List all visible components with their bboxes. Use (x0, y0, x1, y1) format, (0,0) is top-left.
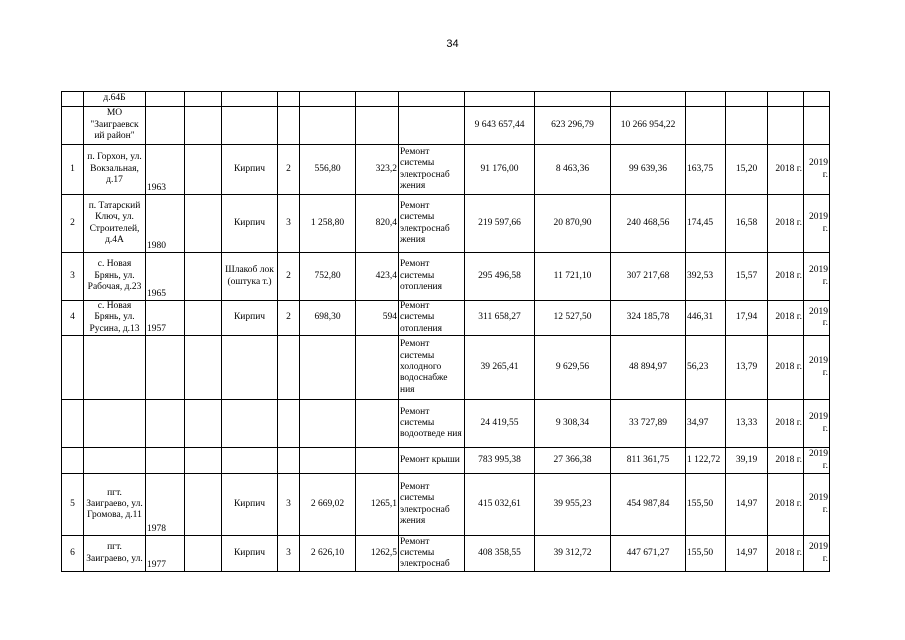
floors-cell (278, 92, 300, 107)
limit-cost-cell: 13,79 (726, 336, 768, 400)
address-cell: с. Новая Брянь, ул. Рабочая, д.23 (84, 253, 146, 301)
total-cost-cell: 811 361,75 (611, 448, 686, 474)
row-number-cell (62, 336, 84, 400)
table-row (62, 448, 830, 474)
cost-per-m2-cell: 155,50 (686, 536, 726, 572)
floors-cell: 3 (278, 536, 300, 572)
table-row (62, 336, 830, 400)
cost-fund-cell: 408 358,55 (465, 536, 535, 572)
end-year-cell: 2019 г. (804, 253, 830, 301)
table-row (62, 474, 830, 536)
table-row (62, 536, 830, 572)
build-year-cell (146, 107, 185, 145)
total-cost-cell: 454 987,84 (611, 474, 686, 536)
end-year-cell: 2019 г. (804, 145, 830, 195)
table-row (62, 145, 830, 195)
total-area-cell (300, 107, 356, 145)
empty-cell (185, 107, 222, 145)
build-year-cell: 1965 (146, 253, 185, 301)
wall-material-cell: Кирпич (222, 474, 278, 536)
address-cell: МО "Заиграевск ий район" (84, 107, 146, 145)
row-number-cell: 5 (62, 474, 84, 536)
cost-per-m2-cell: 174,45 (686, 195, 726, 253)
cost-fund-cell: 783 995,38 (465, 448, 535, 474)
row-number-cell (62, 448, 84, 474)
living-area-cell: 323,2 (356, 145, 399, 195)
address-cell: пгт. Заиграево, ул. (84, 536, 146, 572)
empty-cell (185, 336, 222, 400)
build-year-cell: 1977 (146, 536, 185, 572)
table-row (62, 253, 830, 301)
cost-per-m2-cell: 1 122,72 (686, 448, 726, 474)
cost-fund-cell: 219 597,66 (465, 195, 535, 253)
table-row (62, 107, 830, 145)
total-cost-cell: 240 468,56 (611, 195, 686, 253)
limit-cost-cell: 15,57 (726, 253, 768, 301)
row-number-cell: 4 (62, 301, 84, 336)
total-cost-cell: 33 727,89 (611, 400, 686, 448)
table-row (62, 301, 830, 336)
wall-material-cell: Кирпич (222, 195, 278, 253)
build-year-cell: 1980 (146, 195, 185, 253)
build-year-cell (146, 92, 185, 107)
empty-cell (185, 253, 222, 301)
end-year-cell: 2019 г. (804, 400, 830, 448)
cost-per-m2-cell: 446,31 (686, 301, 726, 336)
build-year-cell: 1963 (146, 145, 185, 195)
wall-material-cell: Кирпич (222, 301, 278, 336)
total-area-cell: 1 258,80 (300, 195, 356, 253)
row-number-cell: 1 (62, 145, 84, 195)
wall-material-cell: Кирпич (222, 145, 278, 195)
total-area-cell (300, 336, 356, 400)
work-type-cell (399, 92, 465, 107)
floors-cell: 2 (278, 145, 300, 195)
empty-cell (185, 301, 222, 336)
total-cost-cell (611, 92, 686, 107)
limit-cost-cell: 17,94 (726, 301, 768, 336)
row-number-cell: 6 (62, 536, 84, 572)
wall-material-cell (222, 448, 278, 474)
cost-per-m2-cell (686, 107, 726, 145)
limit-cost-cell: 14,97 (726, 474, 768, 536)
total-area-cell (300, 400, 356, 448)
address-cell (84, 336, 146, 400)
empty-cell (185, 92, 222, 107)
row-number-cell (62, 107, 84, 145)
total-area-cell: 556,80 (300, 145, 356, 195)
limit-cost-cell: 15,20 (726, 145, 768, 195)
cost-fund-cell: 295 496,58 (465, 253, 535, 301)
wall-material-cell: Шлакоб лок (оштука т.) (222, 253, 278, 301)
start-year-cell: 2018 г. (768, 195, 804, 253)
cost-per-m2-cell: 155,50 (686, 474, 726, 536)
work-type-cell: Ремонт системы электроснаб жения (399, 474, 465, 536)
cost-fund-cell: 311 658,27 (465, 301, 535, 336)
limit-cost-cell: 16,58 (726, 195, 768, 253)
cost-owners-cell: 623 296,79 (535, 107, 611, 145)
start-year-cell: 2018 г. (768, 536, 804, 572)
floors-cell: 2 (278, 253, 300, 301)
living-area-cell: 820,4 (356, 195, 399, 253)
address-cell: п. Татарский Ключ, ул. Строителей, д.4А (84, 195, 146, 253)
page-number: 34 (446, 38, 459, 50)
cost-owners-cell: 39 955,23 (535, 474, 611, 536)
floors-cell (278, 400, 300, 448)
work-type-cell: Ремонт системы водоотведе ния (399, 400, 465, 448)
living-area-cell: 1262,5 (356, 536, 399, 572)
cost-fund-cell: 9 643 657,44 (465, 107, 535, 145)
row-number-cell: 3 (62, 253, 84, 301)
cost-owners-cell: 8 463,36 (535, 145, 611, 195)
cost-per-m2-cell: 56,23 (686, 336, 726, 400)
total-area-cell: 2 626,10 (300, 536, 356, 572)
end-year-cell: 2019 г. (804, 448, 830, 474)
end-year-cell: 2019 г. (804, 195, 830, 253)
end-year-cell: 2019 г. (804, 301, 830, 336)
address-cell: п. Горхон, ул. Вокзальная, д.17 (84, 145, 146, 195)
living-area-cell: 594 (356, 301, 399, 336)
address-cell (84, 400, 146, 448)
work-type-cell: Ремонт системы электроснаб жения (399, 145, 465, 195)
table-row (62, 195, 830, 253)
cost-fund-cell: 91 176,00 (465, 145, 535, 195)
cost-fund-cell: 39 265,41 (465, 336, 535, 400)
work-type-cell: Ремонт системы электроснаб жения (399, 195, 465, 253)
cost-owners-cell (535, 92, 611, 107)
total-cost-cell: 324 185,78 (611, 301, 686, 336)
address-cell: д.64Б (84, 92, 146, 107)
build-year-cell (146, 400, 185, 448)
total-area-cell (300, 92, 356, 107)
build-year-cell: 1978 (146, 474, 185, 536)
total-cost-cell: 10 266 954,22 (611, 107, 686, 145)
wall-material-cell (222, 400, 278, 448)
total-area-cell (300, 448, 356, 474)
work-type-cell: Ремонт системы электроснаб (399, 536, 465, 572)
start-year-cell: 2018 г. (768, 400, 804, 448)
start-year-cell: 2018 г. (768, 448, 804, 474)
total-cost-cell: 99 639,36 (611, 145, 686, 195)
floors-cell: 3 (278, 195, 300, 253)
floors-cell (278, 448, 300, 474)
cost-per-m2-cell (686, 92, 726, 107)
limit-cost-cell: 14,97 (726, 536, 768, 572)
cost-owners-cell: 20 870,90 (535, 195, 611, 253)
wall-material-cell: Кирпич (222, 536, 278, 572)
living-area-cell (356, 448, 399, 474)
floors-cell (278, 107, 300, 145)
work-type-cell (399, 107, 465, 145)
empty-cell (185, 536, 222, 572)
build-year-cell (146, 336, 185, 400)
wall-material-cell (222, 336, 278, 400)
work-type-cell: Ремонт крыши (399, 448, 465, 474)
start-year-cell: 2018 г. (768, 474, 804, 536)
cost-owners-cell: 12 527,50 (535, 301, 611, 336)
living-area-cell (356, 336, 399, 400)
total-cost-cell: 307 217,68 (611, 253, 686, 301)
cost-fund-cell: 415 032,61 (465, 474, 535, 536)
total-area-cell: 698,30 (300, 301, 356, 336)
total-area-cell: 752,80 (300, 253, 356, 301)
cost-owners-cell: 9 308,34 (535, 400, 611, 448)
row-number-cell (62, 400, 84, 448)
living-area-cell: 1265,1 (356, 474, 399, 536)
total-cost-cell: 48 894,97 (611, 336, 686, 400)
start-year-cell (768, 92, 804, 107)
address-cell: с. Новая Брянь, ул. Русина, д.13 (84, 301, 146, 336)
cost-owners-cell: 27 366,38 (535, 448, 611, 474)
total-area-cell: 2 669,02 (300, 474, 356, 536)
start-year-cell: 2018 г. (768, 253, 804, 301)
floors-cell (278, 336, 300, 400)
address-cell (84, 448, 146, 474)
end-year-cell: 2019 г. (804, 474, 830, 536)
wall-material-cell (222, 92, 278, 107)
empty-cell (185, 195, 222, 253)
floors-cell: 2 (278, 301, 300, 336)
start-year-cell: 2018 г. (768, 301, 804, 336)
cost-per-m2-cell: 392,53 (686, 253, 726, 301)
row-number-cell (62, 92, 84, 107)
cost-owners-cell: 39 312,72 (535, 536, 611, 572)
living-area-cell (356, 107, 399, 145)
end-year-cell (804, 92, 830, 107)
start-year-cell (768, 107, 804, 145)
living-area-cell (356, 92, 399, 107)
cost-owners-cell: 11 721,10 (535, 253, 611, 301)
address-cell: пгт. Заиграево, ул. Громова, д.11 (84, 474, 146, 536)
empty-cell (185, 448, 222, 474)
empty-cell (185, 474, 222, 536)
cost-fund-cell (465, 92, 535, 107)
limit-cost-cell (726, 107, 768, 145)
start-year-cell: 2018 г. (768, 336, 804, 400)
build-year-cell: 1957 (146, 301, 185, 336)
wall-material-cell (222, 107, 278, 145)
work-type-cell: Ремонт системы отопления (399, 253, 465, 301)
living-area-cell: 423,4 (356, 253, 399, 301)
limit-cost-cell (726, 92, 768, 107)
work-type-cell: Ремонт системы отопления (399, 301, 465, 336)
empty-cell (185, 400, 222, 448)
table-row (62, 400, 830, 448)
cost-owners-cell: 9 629,56 (535, 336, 611, 400)
cost-per-m2-cell: 34,97 (686, 400, 726, 448)
repair-schedule-table (61, 91, 830, 572)
start-year-cell: 2018 г. (768, 145, 804, 195)
limit-cost-cell: 39,19 (726, 448, 768, 474)
end-year-cell: 2019 г. (804, 336, 830, 400)
floors-cell: 3 (278, 474, 300, 536)
end-year-cell (804, 107, 830, 145)
total-cost-cell: 447 671,27 (611, 536, 686, 572)
cost-fund-cell: 24 419,55 (465, 400, 535, 448)
empty-cell (185, 145, 222, 195)
end-year-cell: 2019 г. (804, 536, 830, 572)
cost-per-m2-cell: 163,75 (686, 145, 726, 195)
work-type-cell: Ремонт системы холодного водоснабже ния (399, 336, 465, 400)
build-year-cell (146, 448, 185, 474)
table-row (62, 92, 830, 107)
row-number-cell: 2 (62, 195, 84, 253)
living-area-cell (356, 400, 399, 448)
limit-cost-cell: 13,33 (726, 400, 768, 448)
